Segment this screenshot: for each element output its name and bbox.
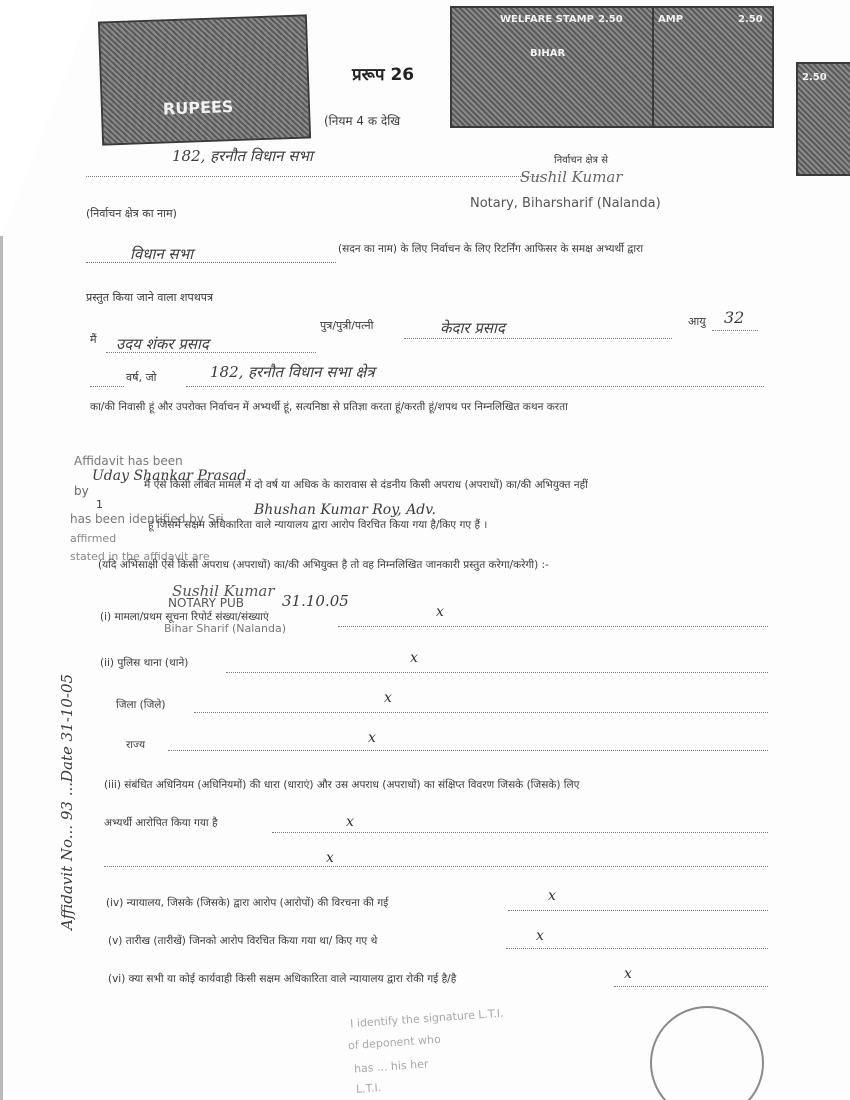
form-title: प्ररूप 26 (352, 65, 415, 85)
foot-note-3: has ... his her (353, 1057, 429, 1076)
item1-line-a: मैं ऐसे किसी लंबित मामले में दो वर्ष या अधिक के कारावास से दंडनीय किसी अपराध (अपराधों) का/की अभियुक्त नहीं (144, 479, 588, 491)
question-2-district: जिला (जिले) (116, 699, 166, 711)
notary-stamp-signature: Sushil Kumar (172, 582, 275, 600)
parent-name-handwritten: केदार प्रसाद (440, 319, 505, 337)
constituency-suffix: निर्वाचन क्षेत्र से (554, 155, 608, 166)
notary-affirmed: affirmed (70, 532, 117, 545)
foot-note-1: I identify the signature L.T.I. (349, 1006, 504, 1031)
item1-line-b: हूं जिसमें सक्षम अधिकारिता वाले न्यायालय द्वारा आरोप विरचित किया गया है/किए गए हैं । (148, 519, 488, 531)
main-label: मैं (90, 333, 97, 346)
folded-corner (0, 0, 95, 240)
notary-by: by (74, 484, 89, 498)
stamp2-value: 2.50 (738, 14, 763, 25)
foot-note-4: L.T.I. (355, 1081, 382, 1096)
condition-line: (यदि अभिसाक्षी ऐसे किसी अपराध (अपराधों) का/की अभियुक्त है तो वह निम्नलिखित जानकारी प्रस्तुत करेगा/करेगी) :- (98, 559, 549, 571)
years-label: वर्ष, जो (126, 371, 157, 384)
mark-state: x (368, 730, 376, 746)
item1-number: 1 (96, 498, 103, 511)
paper-edge (0, 236, 3, 1100)
question-3-a: (iii) संबंधित अधिनियम (अधिनियमों) की धारा (धाराएं) और उस अपराध (अपराधों) का संक्षिप्त विवरण जिसके (जिसके) लिए (104, 779, 580, 791)
resident-handwritten: 182, हरनौत विधान सभा क्षेत्र (210, 363, 375, 381)
notary-seal (650, 1006, 764, 1100)
age-label: आयु (688, 315, 706, 328)
mark-q3: x (346, 814, 354, 830)
notary-title: Notary, Biharsharif (Nalanda) (470, 196, 661, 211)
house-handwritten: विधान सभा (130, 245, 193, 263)
question-2-state: राज्य (126, 739, 146, 751)
question-4: (iv) न्यायालय, जिसके (जिसके) द्वारा आरोप (आरोपों) की विरचना की गई (106, 897, 389, 909)
notary-signature: Sushil Kumar (520, 168, 623, 186)
notary-identified: has been identified by Sri (70, 512, 224, 526)
question-1: (i) मामला/प्रथम सूचना रिपोर्ट संख्या/संख्याएं (100, 611, 269, 623)
affidavit-number-note: Affidavit No... 93 ...Date 31-10-05 (58, 673, 76, 930)
welfare-stamp-2 (652, 6, 774, 128)
mark-q3-extra: x (326, 850, 334, 866)
welfare-stamp-1 (450, 6, 654, 128)
question-3-b: अभ्यर्थी आरोपित किया गया है (104, 817, 218, 829)
question-2: (ii) पुलिस थाना (थाने) (100, 657, 189, 669)
question-6: (vi) क्या सभी या कोई कार्यवाही किसी सक्षम अधिकारिता वाले न्यायालय द्वारा रोकी गई है/है (108, 973, 457, 985)
notary-affirm-line: Affidavit has been (74, 454, 183, 468)
court-fee-stamp (98, 14, 311, 145)
mark-district: x (384, 690, 392, 706)
welfare-stamp-value: 2.50 (598, 14, 623, 25)
notary-stamp-date: 31.10.05 (282, 592, 349, 610)
foot-note-2: of deponent who (347, 1032, 442, 1053)
mark-q5: x (536, 928, 544, 944)
welfare-stamp-label: WELFARE STAMP (500, 14, 594, 25)
constituency-handwritten: 182, हरनौत विधान सभा (172, 147, 313, 165)
mark-q4: x (548, 888, 556, 904)
mark-q6: x (624, 966, 632, 982)
stamp-corner-label: AMP (658, 14, 684, 25)
deponent-handwritten-en: Uday Shankar Prasad (92, 468, 247, 484)
deponent-name-handwritten: उदय शंकर प्रसाद (116, 335, 209, 353)
constituency-name-label: (निर्वाचन क्षेत्र का नाम) (86, 207, 177, 220)
notary-stamp-place: Bihar Sharif (Nalanda) (164, 622, 287, 635)
welfare-stamp-3 (796, 62, 850, 176)
age-handwritten: 32 (724, 308, 745, 327)
mark-q1: x (436, 604, 444, 620)
rule-reference: (नियम 4 क देखि (324, 114, 401, 128)
resident-line: का/की निवासी हूं और उपरोक्त निर्वाचन में अभ्यर्थी हूं, सत्यनिष्ठा से प्रतिज्ञा करता हूं/करती हूं/शपथ पर निम्नलिखित कथन करता (90, 401, 568, 413)
notary-stated: stated in the affidavit are (70, 550, 210, 563)
stamp-label: RUPEES (162, 97, 234, 119)
mark-q2: x (410, 650, 418, 666)
advocate-handwritten: Bhushan Kumar Roy, Adv. (254, 502, 436, 518)
relation-label: पुत्र/पुत्री/पत्नी (320, 319, 374, 332)
stamp3-value: 2.50 (802, 72, 827, 83)
question-5: (v) तारीख (तारीखें) जिनको आरोप विरचित किया गया था/ किए गए थे (108, 935, 378, 947)
welfare-stamp-state: BIHAR (530, 48, 566, 59)
notary-stamp-text: NOTARY PUB (168, 596, 244, 610)
house-line: (सदन का नाम) के लिए निर्वाचन के लिए रिटर्निंग आफिसर के समक्ष अभ्यर्थी द्वारा (338, 243, 644, 255)
affidavit-line: प्रस्तुत किया जाने वाला शपथपत्र (86, 291, 214, 304)
